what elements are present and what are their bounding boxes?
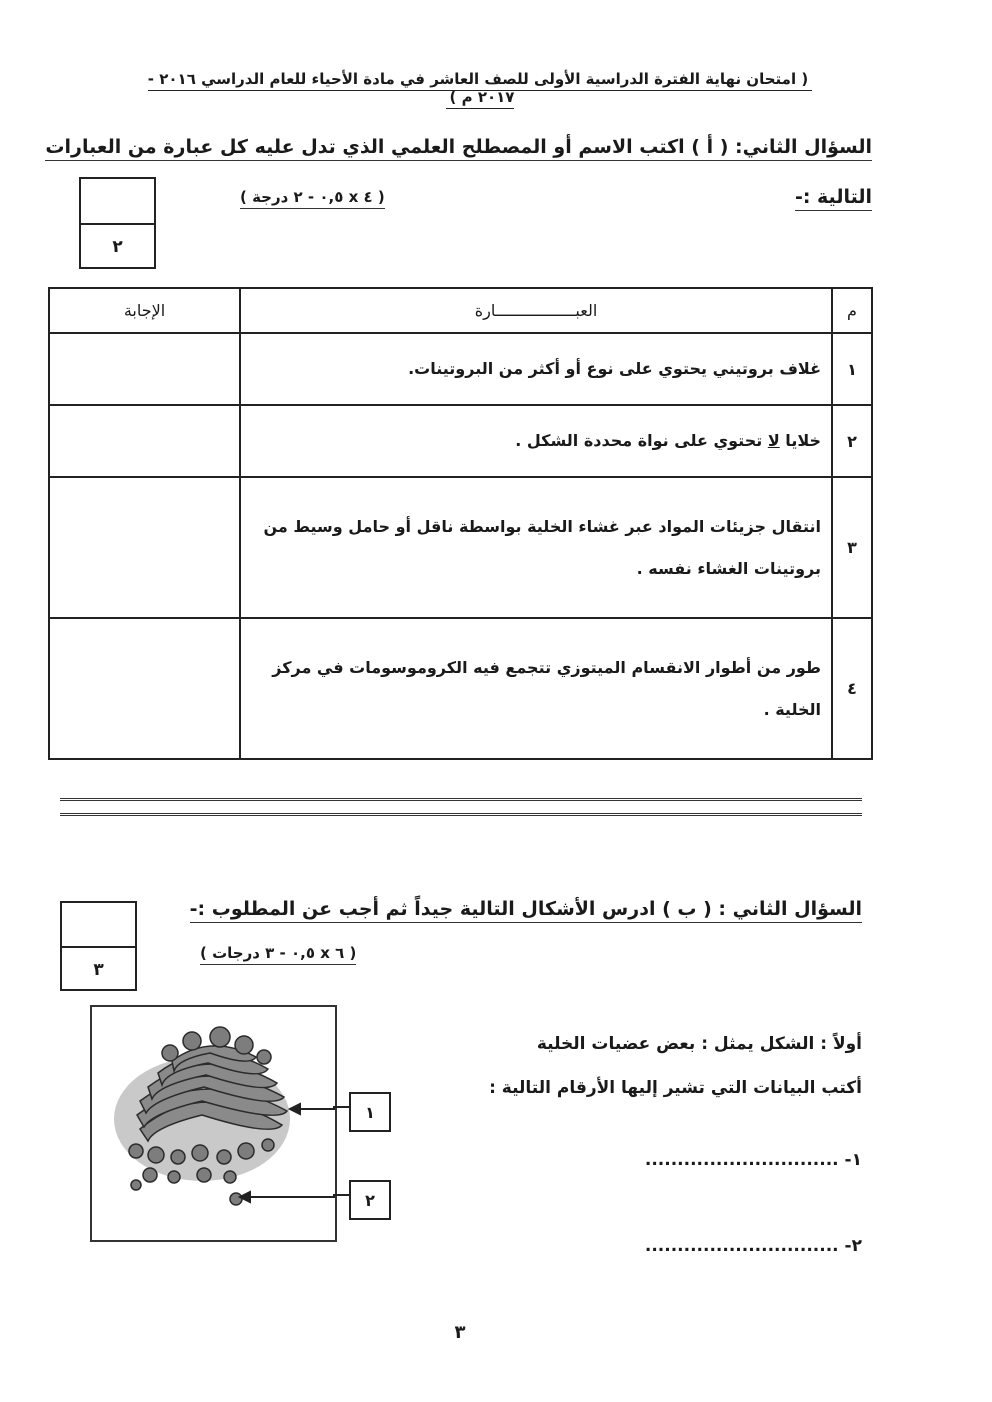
section-b-title: السؤال الثاني : ( ب ) ادرس الأشكال التالية جيداً ثم أجب عن المطلوب :- xyxy=(190,898,862,923)
instruction-text: أكتب البيانات التي تشير إليها الأرقام التالية : xyxy=(489,1078,862,1098)
part1-text: أولاً : الشكل يمثل : بعض عضيات الخلية xyxy=(536,1034,862,1054)
section-a-marks: ( ٤ x ٠,٥ - ٢ درجة ) xyxy=(240,188,385,209)
row-statement: غلاف بروتيني يحتوي على نوع أو أكثر من البروتينات. xyxy=(240,333,832,405)
row-number: ١ xyxy=(832,333,872,405)
golgi-apparatus-illustration xyxy=(92,1007,335,1240)
row-number: ٣ xyxy=(832,477,872,618)
section-b-score: ٣ xyxy=(93,959,104,980)
section-a-score-box xyxy=(79,177,156,269)
row-statement xyxy=(240,405,832,477)
row-number: ٤ xyxy=(832,618,872,759)
section-a-title: السؤال الثاني: ( أ ) اكتب الاسم أو المصطلح العلمي الذي تدل عليه كل عبارة من العبارات xyxy=(45,136,872,161)
arrow-line-2 xyxy=(333,1194,349,1196)
exam-header-text: ( امتحان نهاية الفترة الدراسية الأولى للصف العاشر في مادة الأحياء للعام الدراسي ٢٠١٦ - ٢٠١٧ م ) xyxy=(148,70,812,109)
table-row xyxy=(49,477,872,618)
exam-header xyxy=(130,70,830,106)
answer-cell[interactable] xyxy=(49,618,240,759)
table-row xyxy=(49,618,872,759)
score-blank[interactable] xyxy=(62,903,135,948)
table-header-row xyxy=(49,288,872,333)
answer-cell[interactable] xyxy=(49,477,240,618)
section-separator xyxy=(60,798,862,816)
figure-label-2: ٢ xyxy=(349,1180,391,1220)
score-blank[interactable] xyxy=(81,179,154,225)
row-statement: طور من أطوار الانقسام الميتوزي تتجمع فيه الكروموسومات في مركز الخلية . xyxy=(240,618,832,759)
statement-part: تحتوي على نواة محددة الشكل . xyxy=(515,431,768,451)
answer-cell[interactable] xyxy=(49,405,240,477)
table-row xyxy=(49,405,872,477)
statement-part: خلايا xyxy=(779,431,821,451)
row-number: ٢ xyxy=(832,405,872,477)
row-statement: انتقال جزيئات المواد عبر غشاء الخلية بواسطة ناقل أو حامل وسيط من بروتينات الغشاء نفسه . xyxy=(240,477,832,618)
col-header-answer: الإجابة xyxy=(49,288,240,333)
answer-line-1[interactable]: ١- .............................. xyxy=(644,1150,862,1170)
arrow-line-1 xyxy=(333,1106,349,1108)
col-header-num: م xyxy=(832,288,872,333)
col-header-statement: العبـــــــــــــــــارة xyxy=(240,288,832,333)
page-number: ٣ xyxy=(454,1322,466,1343)
answer-line-2[interactable]: ٢- .............................. xyxy=(644,1236,862,1256)
section-b-score-box xyxy=(60,901,137,991)
statement-underlined: لا xyxy=(767,431,780,451)
table-row xyxy=(49,333,872,405)
section-a-score: ٢ xyxy=(112,237,123,257)
golgi-figure xyxy=(90,1005,337,1242)
figure-label-1: ١ xyxy=(349,1092,391,1132)
section-b-marks: ( ٦ x ٠,٥ - ٣ درجات ) xyxy=(200,944,356,965)
section-a-title-cont: التالية :- xyxy=(795,186,872,211)
answer-cell[interactable] xyxy=(49,333,240,405)
question-table xyxy=(48,287,873,760)
